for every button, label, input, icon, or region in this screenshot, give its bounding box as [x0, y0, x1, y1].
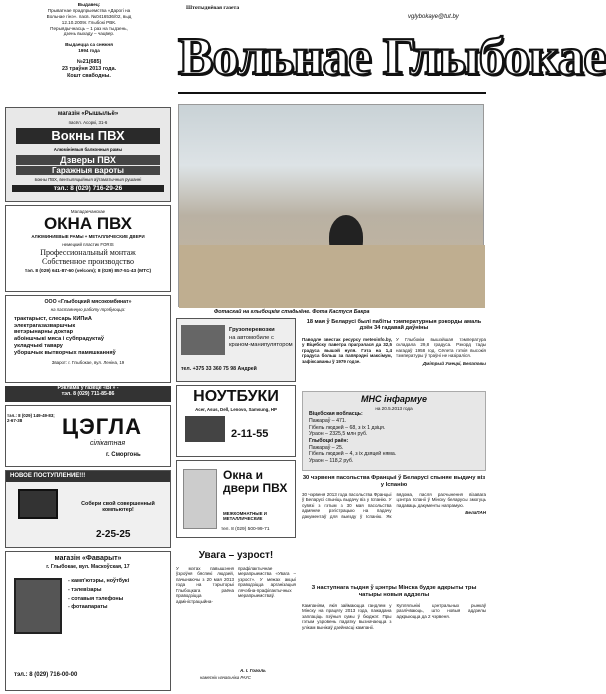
- ad-favorit: [5, 551, 171, 691]
- photo-ground: [179, 245, 485, 308]
- front-photo: [178, 104, 484, 307]
- ad-line: Рэклама ў газеце «ВГ» -: [57, 385, 119, 391]
- uvaga-headline: Увага – узрост!: [198, 550, 274, 561]
- ad-line: Дзверы ПВХ: [16, 155, 160, 165]
- mns-line: Ураон – 118,2 руб.: [309, 457, 354, 464]
- ad-city: г. Сморгонь: [106, 452, 141, 458]
- mns-box: [302, 391, 486, 471]
- ad-line: - камп'ютэры, ноўтбукі: [68, 578, 130, 585]
- ad-service: [5, 295, 171, 383]
- uvaga-body: У мэтах павышэння ўзроўня бяспекі людзей, пачынаючы з 20 мая 2013 года на тэрыторыі Глыбоцкага раёна праводзіцца адміністрацыйна-прафілактычнае мерапрыемства «Увага – узрост». У межах акцыі праводзіцца арганізацыя лячэбна-прафілактычных мерапрыемстваў.: [176, 566, 296, 604]
- ad-phone: тэл.: 8 (029) 149-49-83; 2-67-38: [7, 413, 55, 424]
- issue-date: 23 траўня 2013 года.: [61, 65, 117, 72]
- ad-label: магазін «Фаварыт»: [54, 555, 122, 562]
- trade-headline: З наступнага тыдня ў цэнтры Мінска будзе адкрыты тры чатыры новыя аддзелы: [311, 585, 477, 598]
- trade-paragraph: Купляльнікі цэнтральных рынкаў разлічваюць, што новыя аддзелы адкрыюцца да 2 чэрвеня.: [396, 603, 486, 619]
- ad-line: - тэлевізары: [68, 586, 102, 593]
- mns-date: на 20.5.2013 года: [375, 405, 413, 411]
- ad-line: краном-манипулятором: [229, 342, 293, 349]
- weather-paragraph: У Глыбокім вышэйшая тэмпература складала 29,8 градуса. Рэкорд тады нагадаў 1958 год. Сёлета гэткія высокія тэмпературы ў траўні не назіраліся.: [396, 337, 486, 359]
- masthead-info: [6, 2, 172, 80]
- notebook-image: [185, 416, 225, 442]
- ad-phone: 2-11-55: [231, 428, 269, 440]
- ad-line: вокны ПВХ, вентыляцыйныя аўтаматычныя рушанні: [34, 177, 142, 183]
- ad-label: магазін «Рышыльё»: [57, 111, 119, 117]
- pension-sign: БелаПАН: [465, 510, 486, 516]
- tagline: Штотыднёвая газета: [186, 5, 240, 11]
- mns-line: Ураон – 2325,5 млн руб.: [309, 431, 368, 438]
- ad-top: ООО «Глыбоцкий мясокомбинат»: [44, 299, 132, 305]
- ad-line: немецкий пластик FORIS: [62, 241, 114, 247]
- ad-title: НОУТБУКИ: [193, 388, 279, 405]
- ad-line: Собственное производство: [42, 257, 134, 267]
- since-label: Выдаецца са снежня: [65, 42, 113, 48]
- door-image: [183, 469, 217, 529]
- ad-sub: сілікатная: [90, 440, 126, 447]
- ad-line: Профессиональный монтаж: [40, 247, 136, 257]
- ad-line: Гаражныя вароты: [16, 166, 160, 175]
- trade-paragraph: Кампаніям, якія займаюцца гандлем у Мінску на працягу 2013 года, пажадана заплаціць пэўныя сумы ў бюджэт. Пры гэтым узровень падатку вызначаецца з улікам вынікаў дзейнасці кампаніі.: [302, 603, 392, 630]
- list-item: уборшчык вытворчых памяшканняў: [14, 350, 116, 357]
- mns-title: МНС інфармуе: [361, 394, 427, 404]
- contact-email: vglybokaye@tut.by: [408, 14, 459, 20]
- pension-paragraph: 30 чэрвеня 2013 года пасольства Францыі ў Беларусі спыніць выдачу віз у Іспанію. У сувязі з гэтым з 30 мая пасольства адмяняе рэгістрацыю на падачу дакументаў для выезду ў Іспанію. Як вядома, пасля расчынення візавага цэнтра Іспаніі ў Мінску беларусы змогуць падаваць дакументы напрамую.: [302, 492, 486, 519]
- list-item: абоіншчыкі мяса і субпрадуктаў: [14, 336, 104, 343]
- ad-top: Маладзечанскае: [70, 209, 106, 214]
- weather-headline: 18 мая ў Беларусі былі пабіты тэмпературныя рэкорды амаль дзён 34 гадавай даўніны: [306, 319, 482, 332]
- ad-foot: Зварот: г. Глыбокае, вул. Леніна, 19: [51, 360, 125, 366]
- title-rule: [178, 92, 486, 94]
- ad-line: Грузоперевозки: [229, 327, 275, 333]
- monitor-icon: [18, 489, 58, 519]
- ad-phone: тэл.: 8 (029) 716-29-26: [12, 185, 164, 192]
- ad-schedule: [5, 386, 171, 402]
- mns-line: Гібель людзей – 4, з іх дзяцей няма.: [309, 451, 397, 458]
- pension-headline: 30 чэрвеня пасольства Францыі ў Беларусі спыняе выдачу віз у Іспанію: [302, 475, 486, 488]
- issue-price: Кошт свабодны.: [67, 72, 111, 79]
- publisher-line: дзень выхаду – чацвер.: [63, 31, 115, 37]
- ad-phone: тэл.: 8 (029) 716-00-00: [14, 672, 78, 678]
- ad-pvc-shop: [5, 107, 171, 202]
- uvaga-sign2: намеснік начальніка РАУС: [200, 675, 251, 680]
- publisher-line: Выдавец:: [77, 2, 101, 7]
- mns-line: Віцебская вобласць:: [309, 411, 363, 418]
- ad-sub: на пастаянную работу трэбуюцца:: [50, 307, 126, 313]
- ad-top: НОВОЕ ПОСТУПЛЕНИЕ!!!: [6, 471, 170, 482]
- publisher-line: Перыядычнасць – 1 раз на тыдзень,: [50, 25, 128, 31]
- ad-sub: г. Глыбокае, вул. Маскоўская, 17: [46, 564, 130, 571]
- list-item: укладчыкі тавару: [14, 343, 63, 350]
- weather-sign: Дмітрый Умецкі, Белаповы: [422, 360, 486, 366]
- ad-line: тэл. 8 (029) 711-85-86: [61, 390, 115, 397]
- mns-line: Пажараў – 25.: [309, 444, 344, 451]
- pension-body: [302, 492, 486, 582]
- ad-phone: 2-25-25: [96, 529, 131, 540]
- newspaper-title: Вольнае Глыбокае: [178, 28, 606, 86]
- ad-cement: [5, 405, 171, 467]
- ad-truck: [176, 318, 296, 382]
- truck-image: [181, 325, 225, 355]
- trade-body: [302, 603, 486, 691]
- list-item: трактарыст, слесарь КИПиА: [14, 315, 92, 322]
- ad-computers: [5, 470, 171, 548]
- ad-phone: тэл. 8 (029) 641-87-60 (velcom); 8 (029) 857-51-43 (МТС): [24, 269, 152, 275]
- ad-okna: [5, 205, 171, 292]
- issue-number: №21(685): [76, 59, 102, 65]
- ad-notebook: [176, 385, 296, 457]
- mns-line: Гібель людзей – 68, з іх 1 дзіця.: [309, 424, 386, 431]
- ad-sub: МЕЖКОМНАТНЫЕ И МЕТАЛЛИЧЕСКИЕ: [223, 511, 267, 522]
- computer-image: [14, 578, 62, 634]
- publisher-line: 12.10.2009г. Глыбокі РВК.: [61, 19, 117, 25]
- photo-caption: Фотаскай на глыбоцкім стадыёне. Фота Кастуся Бакра: [214, 309, 370, 315]
- uvaga-sign: А. І. Гоголь: [240, 668, 266, 673]
- ad-doors: [176, 460, 296, 538]
- weather-paragraph: Паводле звестак ресурсу meteoinfo.by, у Віцебску паветра прагрэлася да 32,5 градуса вышэй нуля. Гэта на 1,4 градуса больш за папярэдні максімум, зафіксаваны ў 1979 годзе.: [302, 337, 392, 364]
- mns-line: Пажараў – 471.: [309, 418, 347, 425]
- ad-label: Собери свой совершенный компьютер!: [81, 500, 155, 514]
- ad-line: - сотавыя тэлефоны: [68, 595, 124, 602]
- ad-line: на автомобиле с: [229, 334, 274, 341]
- ad-brand: ЦЭГЛА: [62, 414, 142, 439]
- ad-phone: тел. 8 (029) 500-99-71: [221, 527, 270, 532]
- publisher-line: Прыватнае прадпрыемства «Дарогі на: [47, 7, 131, 13]
- ad-line: Алюмініевыя балконныя рамы: [53, 147, 123, 153]
- ad-brand: Вокны ПВХ: [16, 128, 160, 144]
- weather-body: [302, 337, 392, 364]
- since-year: 1994 года: [78, 48, 100, 54]
- ad-sub: пасёл. Асоркі, 31-6: [68, 120, 108, 126]
- list-item: ветэрынарны доктар: [14, 329, 74, 336]
- publisher-line: Вольнае гінэ». пасв. №0416536/02, выд: [46, 13, 132, 19]
- weather-body-2: [396, 337, 486, 366]
- mns-line: Глыбоцкі раён:: [309, 438, 349, 445]
- ad-title: ОКНА ПВХ: [43, 214, 133, 234]
- ad-line: АЛЮМИНИЕВЫЕ РАМЫ + МЕТАЛЛИЧЕСКИЕ ДВЕРИ: [31, 234, 145, 240]
- list-item: электрагазазваршчык: [14, 322, 76, 329]
- ad-line: - фотаапараты: [68, 604, 108, 611]
- ad-title: Окна и двери ПВХ: [223, 468, 288, 495]
- ad-sub: Acer, Asus, Dell, Lenovo, Samsung, HP: [195, 407, 277, 412]
- ad-phone: тел. +375 33 360 75 98 Андрей: [181, 366, 257, 372]
